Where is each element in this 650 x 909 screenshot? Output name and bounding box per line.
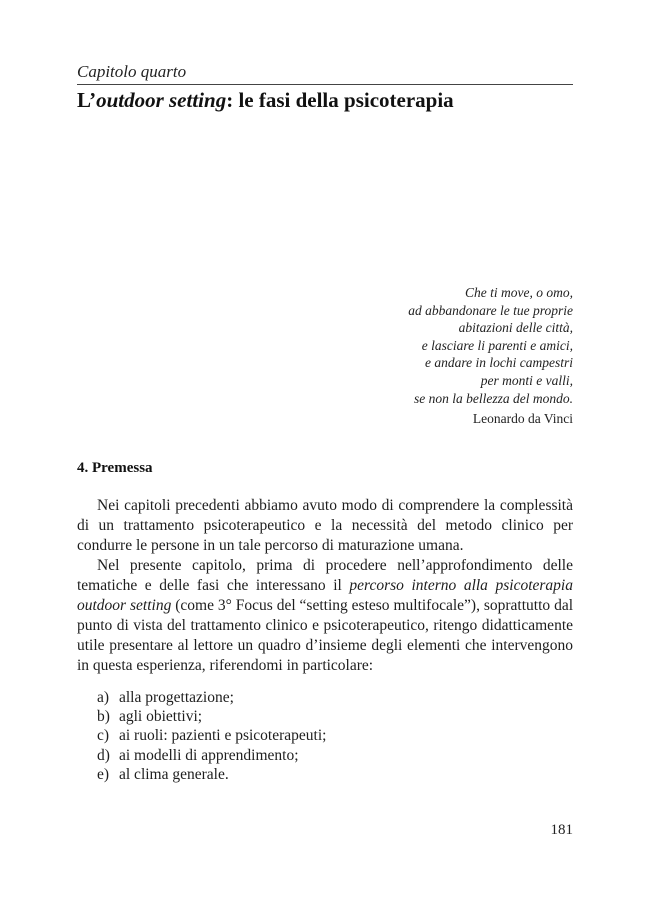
chapter-title-prefix: L’: [77, 88, 97, 112]
section-body: [77, 496, 573, 676]
chapter-title: [77, 87, 454, 113]
epigraph-author: Leonardo da Vinci: [472, 411, 573, 427]
epigraph-line: ad abbandonare le tue proprie: [408, 302, 573, 318]
list-marker: a): [97, 689, 110, 706]
list-item-text: alla progettazione;: [119, 689, 234, 706]
paragraph-italic-text: percorso interno alla psicoterapia outdoor setting: [77, 577, 573, 614]
chapter-title-suffix: : le fasi della psicoterapia: [226, 88, 454, 112]
list-item-text: al clima generale.: [119, 765, 229, 783]
chapter-rule-divider: [77, 84, 573, 85]
chapter-label: Capitolo quarto: [77, 62, 187, 81]
epigraph-line: Che ti move, o omo,: [465, 285, 573, 300]
epigraph-line: e andare in lochi campestri: [425, 355, 573, 371]
paragraph: Nei capitoli precedenti abbiamo avuto modo di comprendere la complessità di un trattamento psicoterapeutico e la necessità del metodo clinico per condurre le persone in un tale percorso di maturazione umana.: [77, 497, 573, 554]
epigraph: [273, 284, 573, 428]
epigraph-line: per monti e valli,: [480, 372, 573, 388]
list-item: [97, 746, 326, 765]
list-item-text: ai modelli di apprendimento;: [119, 746, 299, 764]
epigraph-line: e lasciare li parenti e amici,: [421, 337, 573, 353]
list-item: [97, 707, 326, 726]
list-item: [97, 726, 326, 745]
list-item-text: agli obiettivi;: [119, 708, 203, 726]
list-item: [97, 765, 326, 784]
topic-list: [97, 688, 326, 784]
page-number: 181: [550, 822, 573, 838]
list-marker: e): [97, 765, 110, 783]
list-item-text: ai ruoli: pazienti e psicoterapeuti;: [119, 727, 327, 745]
section-heading: 4. Premessa: [77, 460, 153, 476]
list-marker: c): [97, 727, 110, 745]
paragraph-text: Nel presente capitolo, prima di procedere nell’approfondimento delle tematiche e delle fasi che interessano il: [77, 557, 573, 594]
paragraph: [77, 556, 573, 676]
epigraph-line: abitazioni delle città,: [458, 320, 573, 336]
paragraph-text: (come 3° Focus del “setting esteso multifocale”), soprattutto dal punto di vista del trattamento clinico e psicoterapeutico, ritengo didatticamente utile presentare al lettore un quadro d’insieme degli elementi che intervengono in questa esperienza, riferendomi in particolare:: [77, 597, 574, 674]
list-marker: d): [97, 746, 110, 764]
chapter-title-italic: outdoor setting: [96, 88, 227, 112]
list-item: [97, 688, 326, 707]
list-marker: b): [97, 708, 110, 726]
epigraph-line: se non la bellezza del mondo.: [414, 390, 573, 406]
